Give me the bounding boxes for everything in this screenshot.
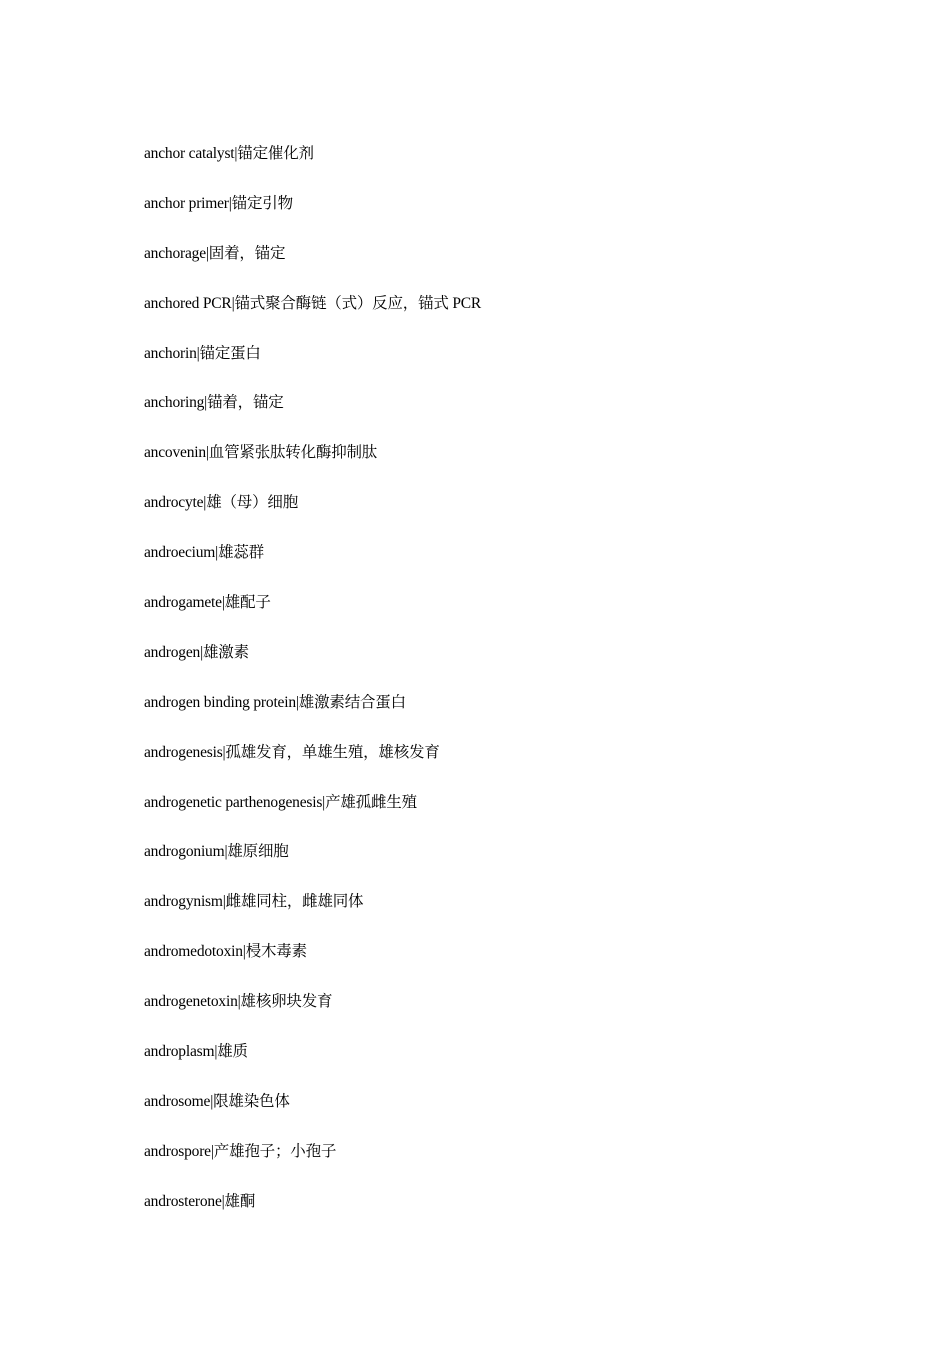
glossary-entry: anchored PCR|锚式聚合酶链（式）反应，锚式 PCR [144, 294, 482, 312]
glossary-entry: anchor primer|锚定引物 [144, 194, 293, 212]
glossary-entry: androspore|产雄孢子；小孢子 [144, 1142, 337, 1160]
glossary-entry: androgenetic parthenogenesis|产雄孤雌生殖 [144, 793, 417, 811]
glossary-entry: andromedotoxin|梫木毒素 [144, 943, 307, 961]
glossary-entry: androgen binding protein|雄激素结合蛋白 [144, 693, 406, 711]
glossary-entry: ancovenin|血管紧张肽转化酶抑制肽 [144, 444, 378, 462]
glossary-entry-list [144, 143, 904, 1241]
glossary-entry: androgen|雄激素 [144, 643, 249, 661]
glossary-entry: androsome|限雄染色体 [144, 1092, 290, 1110]
glossary-entry: androgamete|雄配子 [144, 594, 271, 612]
glossary-entry: androgonium|雄原细胞 [144, 843, 289, 861]
glossary-entry: anchorin|锚定蛋白 [144, 344, 261, 362]
glossary-entry: anchoring|锚着，锚定 [144, 394, 284, 412]
glossary-entry: androplasm|雄质 [144, 1043, 248, 1061]
glossary-entry: anchor catalyst|锚定催化剂 [144, 145, 314, 162]
glossary-entry: androcyte|雄（母）细胞 [144, 494, 299, 512]
glossary-entry: androgenetoxin|雄核卵块发育 [144, 993, 333, 1011]
glossary-entry: anchorage|固着，锚定 [144, 244, 286, 262]
glossary-entry: androgenesis|孤雄发育，单雄生殖，雄核发育 [144, 743, 440, 761]
glossary-entry: androecium|雄蕊群 [144, 544, 264, 562]
glossary-entry: androsterone|雄酮 [144, 1192, 256, 1210]
glossary-entry: androgynism|雌雄同柱，雌雄同体 [144, 893, 364, 911]
